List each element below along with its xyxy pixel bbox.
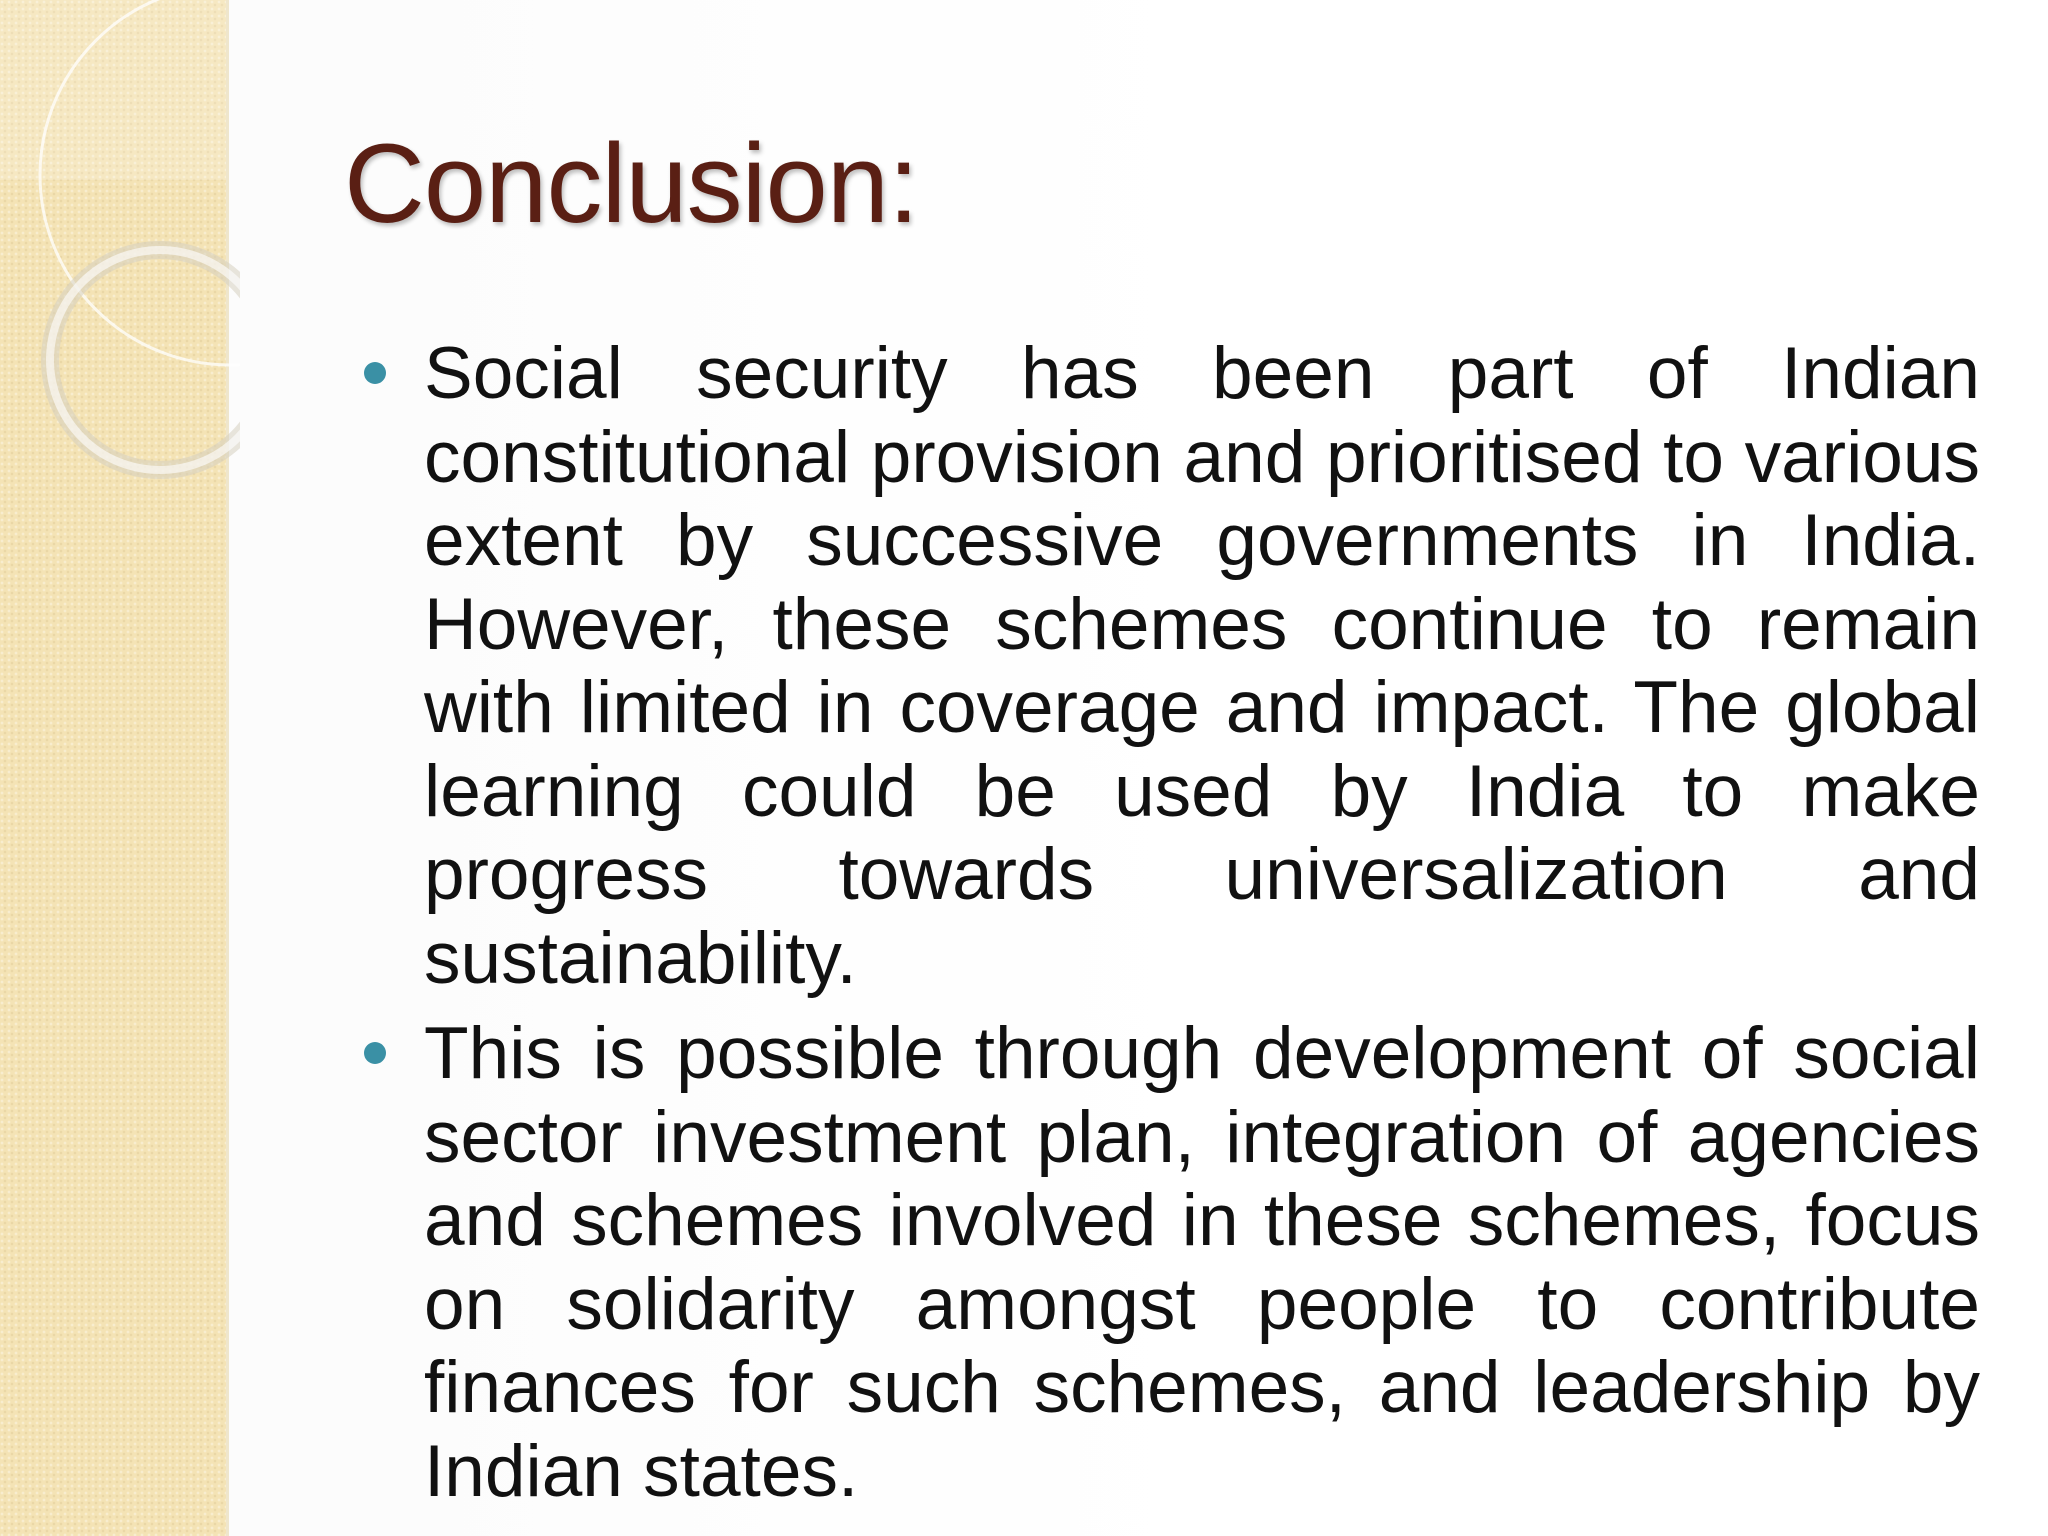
rings-decoration-icon: [0, 0, 240, 500]
bullet-list: [424, 332, 1980, 1525]
bullet-icon: [364, 362, 386, 384]
bullet-text: Social security has been part of Indian constitutional provision and prioritised to various extent by successive governments in India. However, these schemes continue to remain with limited in coverage and impact. The global learning could be used by India to make progress towards universalization and sustainability.: [424, 333, 1980, 999]
bullet-text: This is possible through development of social sector investment plan, integration of agencies and schemes involved in these schemes, focus on solidarity amongst people to contribute finances for such schemes, and leadership by Indian states.: [424, 1013, 1980, 1512]
slide-title: Conclusion:: [344, 121, 919, 246]
bullet-item: [424, 332, 1980, 1000]
bullet-icon: [364, 1042, 386, 1064]
bullet-item: [424, 1012, 1980, 1513]
